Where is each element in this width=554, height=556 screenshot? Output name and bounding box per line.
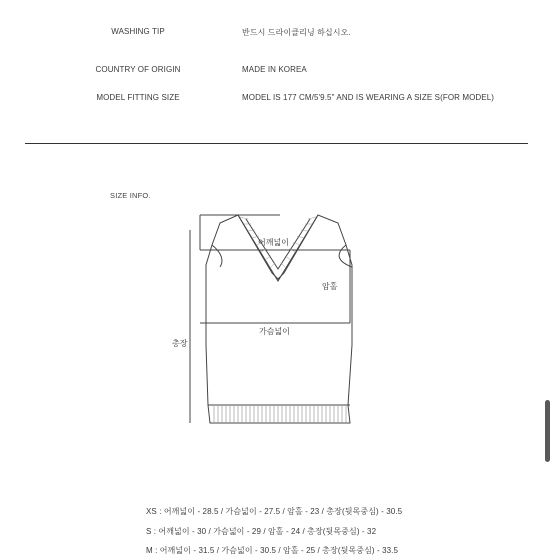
diagram-label-armhole: 암홀 bbox=[322, 282, 338, 291]
info-label-model-fitting: MODEL FITTING SIZE bbox=[96, 93, 180, 102]
info-value-origin: MADE IN KOREA bbox=[242, 65, 307, 74]
size-row-xs: XS : 어깨넓이 - 28.5 / 가슴넓이 - 27.5 / 암홀 - 23 / 총장(뒷목중심) - 30.5 bbox=[146, 507, 403, 516]
info-label-origin: COUNTRY OF ORIGIN bbox=[95, 65, 181, 74]
armhole-left bbox=[212, 245, 222, 267]
info-row-origin bbox=[0, 65, 554, 77]
diagram-label-length: 총장 bbox=[172, 339, 188, 348]
page-scrollbar[interactable] bbox=[545, 400, 550, 462]
size-row-s: S : 어깨넓이 - 30 / 가슴넓이 - 29 / 암홀 - 24 / 총장(뒷목중심) - 32 bbox=[146, 527, 377, 536]
info-row-model-fitting bbox=[0, 93, 554, 105]
info-value-model-fitting: MODEL IS 177 CM/5'9.5" AND IS WEARING A SIZE S(FOR MODEL) bbox=[242, 93, 495, 102]
size-row-m: M : 어깨넓이 - 31.5 / 가슴넓이 - 30.5 / 암홀 - 25 / 총장(뒷목중심) - 33.5 bbox=[146, 546, 399, 555]
diagram-label-chest: 가슴넓이 bbox=[259, 327, 290, 336]
info-value-washing: 반드시 드라이클리닝 하십시오. bbox=[242, 28, 351, 37]
info-row-washing bbox=[0, 27, 554, 39]
section-divider bbox=[25, 143, 528, 144]
size-info-title: SIZE INFO. bbox=[110, 191, 151, 200]
hem-ribbing bbox=[214, 406, 346, 422]
info-label-washing: WASHING TIP bbox=[111, 27, 165, 36]
diagram-label-shoulder: 어깨넓이 bbox=[258, 238, 289, 247]
